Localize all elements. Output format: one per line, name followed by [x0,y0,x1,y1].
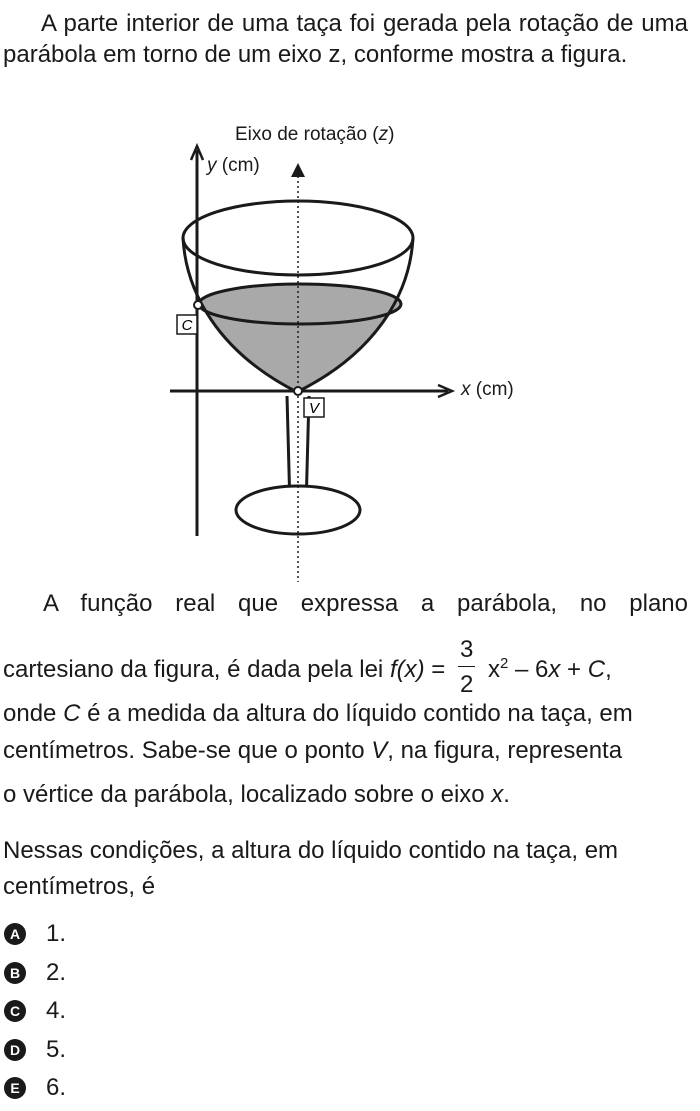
option-d-badge: D [4,1039,26,1061]
point-c-marker [194,301,202,309]
body-line-1: A função real que expressa a parábola, no plano [43,590,688,617]
option-a[interactable] [4,915,66,954]
liquid-surface [199,284,401,324]
option-b-text: 2. [46,958,67,986]
point-v-marker [294,387,302,395]
option-c[interactable] [4,992,66,1031]
point-c-label: C [181,317,193,334]
options-list [4,915,66,1108]
option-e-text: 6. [46,1074,67,1102]
question-text: Nessas condições, a altura do líquido contido na taça, em centímetros, é [3,837,619,900]
option-b-badge: B [4,962,26,984]
option-e[interactable] [4,1069,66,1108]
option-c-badge: C [4,1000,26,1022]
rotation-axis-arrow [291,163,305,177]
x-axis-label: x (cm) [461,379,514,400]
option-a-text: 1. [46,920,67,948]
fraction: $\frac{3}{2}$ [459,636,474,698]
rotation-axis-label: Eixo de rotação (z) [235,124,395,145]
point-v-label: V [308,400,320,417]
body-line-5: o vértice da parábola, localizado sobre o eixo x. [3,781,510,808]
option-d[interactable] [4,1031,66,1070]
body-line-3: onde C é a medida da altura do líquido contido na taça, em [3,700,633,727]
intro-paragraph: A parte interior de uma taça foi gerada pela rotação de uma parábola em torno de um eixo z, conforme mostra a figura. [3,10,688,68]
option-a-badge: A [4,923,26,945]
y-axis-label: y (cm) [207,155,260,176]
option-d-text: 5. [46,1035,67,1063]
function-name: f(x) [389,655,425,683]
option-b[interactable] [4,954,66,993]
option-c-text: 4. [46,997,67,1025]
goblet-figure [150,118,530,588]
body-line-2: cartesiano da figura, é dada pela lei f(x) = $\frac{3}{2}$ $x^2 - 6x + C$, [3,636,612,698]
body-line-4: centímetros. Sabe-se que o ponto V, na figura, representa [3,737,623,764]
option-e-badge: E [4,1077,26,1099]
